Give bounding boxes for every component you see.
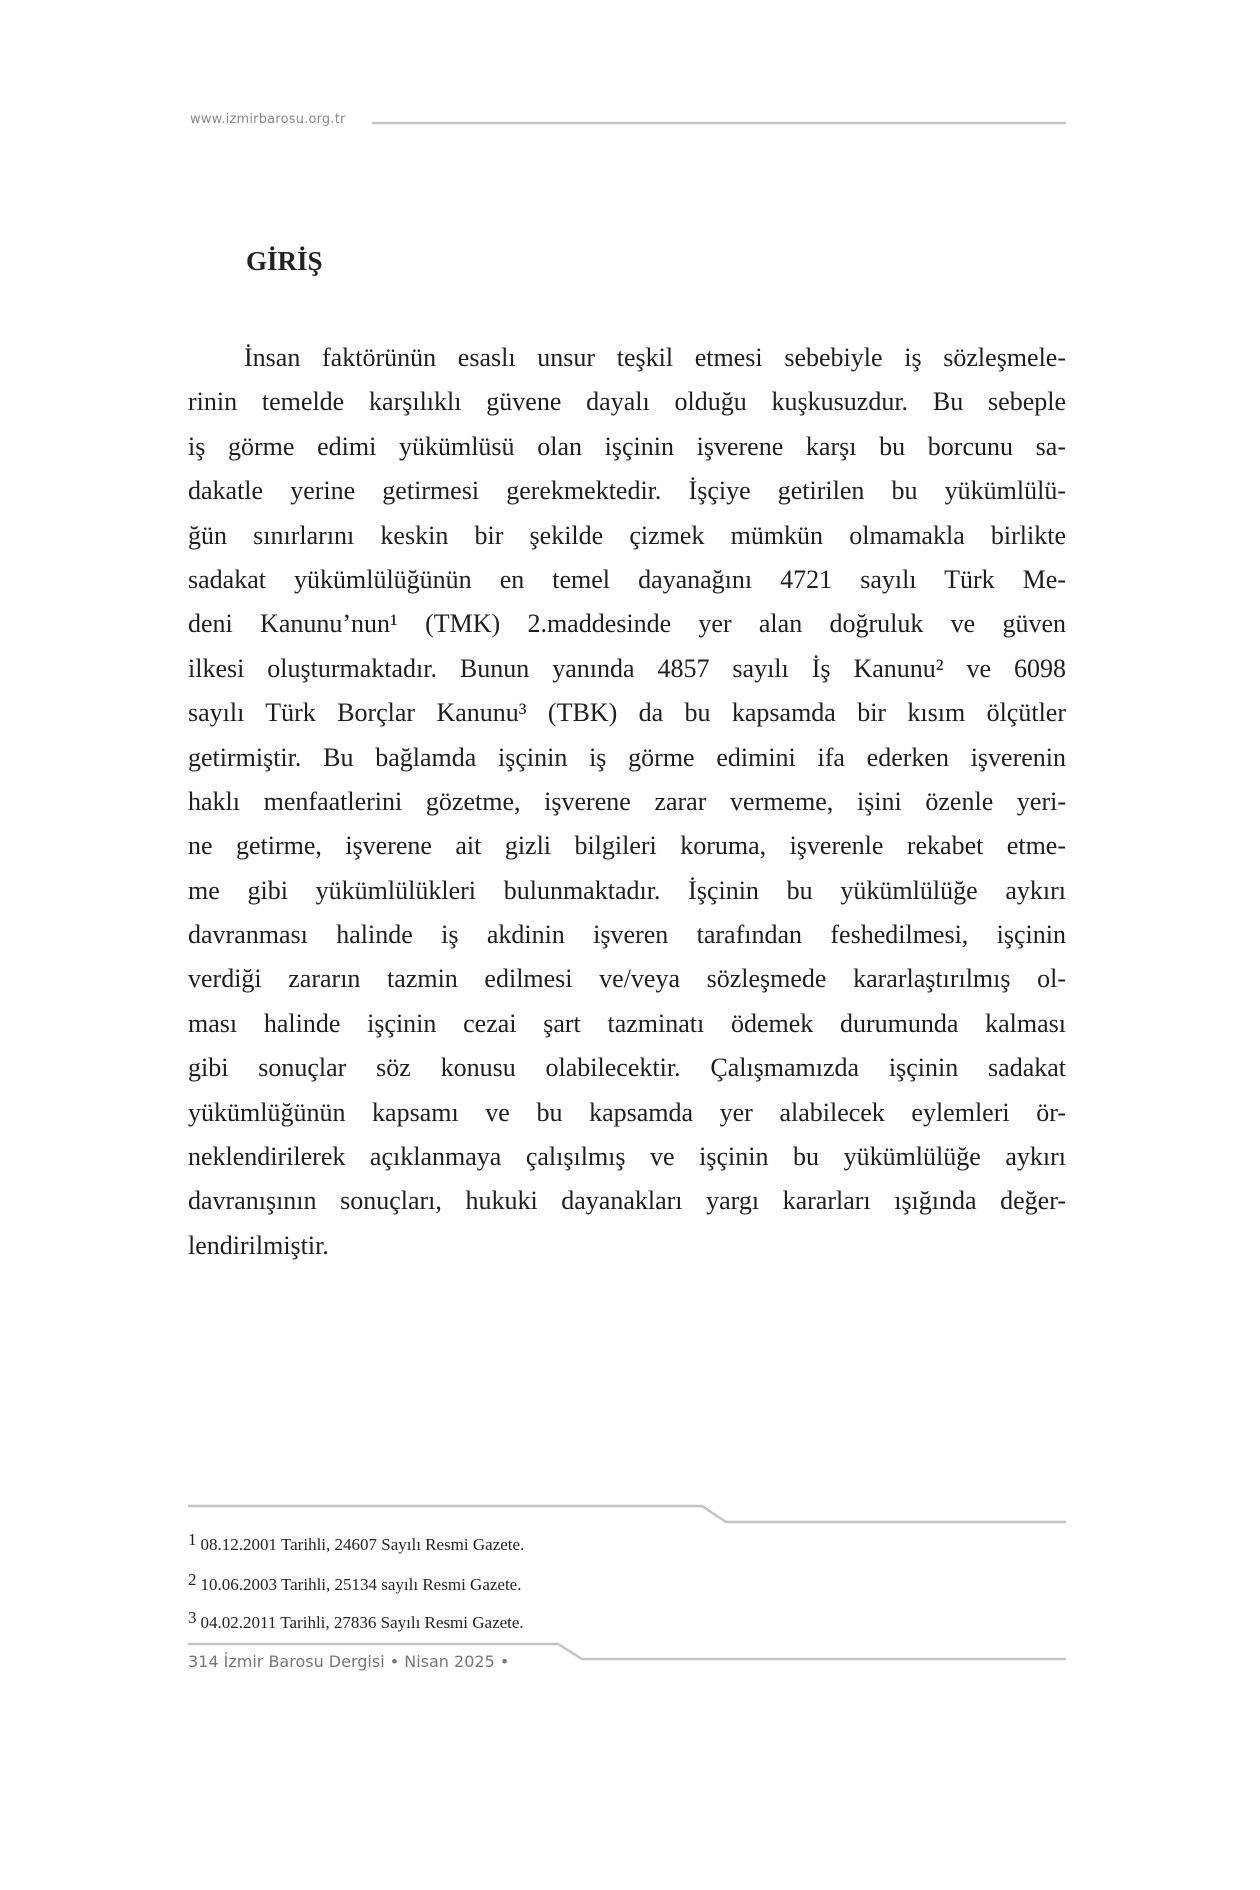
body-line: ğün sınırlarını keskin bir şekilde çizmek mümkün olmamakla birlikte bbox=[188, 520, 1066, 550]
body-line: dakatle yerine getirmesi gerekmektedir. İşçiye getirilen bu yükümlülü- bbox=[188, 476, 1066, 506]
body-line: davranması halinde iş akdinin işveren tarafından feshedilmesi, işçinin bbox=[188, 920, 1066, 950]
body-line: sadakat yükümlülüğünün en temel dayanağını 4721 sayılı Türk Me- bbox=[188, 564, 1066, 594]
footnote-number: 2 bbox=[188, 1570, 197, 1589]
footnote-separator bbox=[188, 1506, 1066, 1522]
footnote-3 bbox=[188, 1608, 524, 1633]
body-text bbox=[188, 336, 1066, 1268]
page-footer: 314 İzmir Barosu Dergisi • Nisan 2025 • bbox=[188, 1652, 510, 1671]
body-line: neklendirilerek açıklanmaya çalışılmış ve işçinin bu yükümlülüğe aykırı bbox=[188, 1142, 1066, 1172]
body-line: İnsan faktörünün esaslı unsur teşkil etmesi sebebiyle iş sözleşmele- bbox=[244, 343, 1066, 372]
body-line: ilkesi oluşturmaktadır. Bunun yanında 4857 sayılı İş Kanunu² ve 6098 bbox=[188, 653, 1066, 683]
footnote-1 bbox=[188, 1530, 524, 1555]
section-title: GİRİŞ bbox=[246, 246, 323, 276]
header-site-url: www.izmirbarosu.org.tr bbox=[190, 112, 346, 127]
body-line: davranışının sonuçları, hukuki dayanakları yargı kararları ışığında değer- bbox=[188, 1186, 1066, 1216]
body-line: yükümlüğünün kapsamı ve bu kapsamda yer alabilecek eylemleri ör- bbox=[188, 1097, 1066, 1127]
body-line: me gibi yükümlülükleri bulunmaktadır. İşçinin bu yükümlülüğe aykırı bbox=[188, 875, 1066, 905]
footnote-text: 04.02.2011 Tarihli, 27836 Sayılı Resmi Gazete. bbox=[200, 1613, 524, 1632]
body-line: iş görme edimi yükümlüsü olan işçinin işverene karşı bu borcunu sa- bbox=[188, 431, 1066, 461]
body-line: gibi sonuçlar söz konusu olabilecektir. Çalışmamızda işçinin sadakat bbox=[188, 1053, 1066, 1083]
body-line: verdiği zararın tazmin edilmesi ve/veya sözleşmede kararlaştırılmış ol- bbox=[188, 964, 1066, 994]
body-line: lendirilmiştir. bbox=[188, 1230, 329, 1260]
body-line: getirmiştir. Bu bağlamda işçinin iş görme edimini ifa ederken işverenin bbox=[188, 742, 1066, 772]
footnote-text: 10.06.2003 Tarihli, 25134 sayılı Resmi Gazete. bbox=[200, 1575, 522, 1594]
body-line: ması halinde işçinin cezai şart tazminatı ödemek durumunda kalması bbox=[188, 1008, 1066, 1038]
body-line: rinin temelde karşılıklı güvene dayalı olduğu kuşkusuzdur. Bu sebeple bbox=[188, 387, 1066, 417]
footnote-2 bbox=[188, 1570, 521, 1595]
body-line: ne getirme, işverene ait gizli bilgileri koruma, işverenle rekabet etme- bbox=[188, 831, 1066, 861]
body-line: deni Kanunu’nun¹ (TMK) 2.maddesinde yer alan doğruluk ve güven bbox=[188, 609, 1066, 639]
footnote-number: 1 bbox=[188, 1530, 197, 1549]
body-line: haklı menfaatlerini gözetme, işverene zarar vermeme, işini özenle yeri- bbox=[188, 786, 1066, 816]
footnote-text: 08.12.2001 Tarihli, 24607 Sayılı Resmi Gazete. bbox=[200, 1535, 525, 1554]
footnote-number: 3 bbox=[188, 1608, 197, 1627]
body-line: sayılı Türk Borçlar Kanunu³ (TBK) da bu kapsamda bir kısım ölçütler bbox=[188, 698, 1066, 728]
